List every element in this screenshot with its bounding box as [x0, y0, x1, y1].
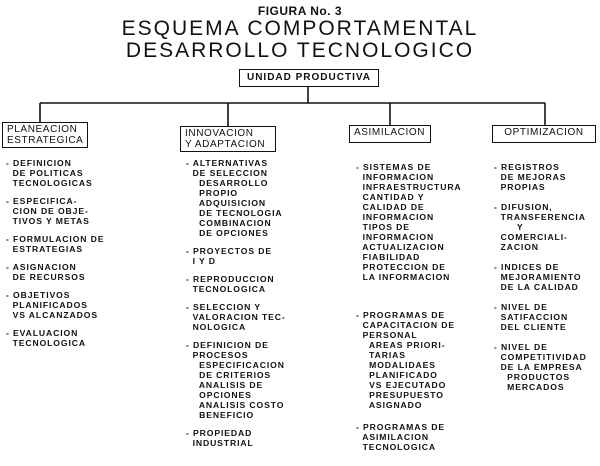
- list-item: - NIVEL DE SATIFACCION DEL CLIENTE: [494, 302, 569, 332]
- list-item: - DEFINICION DE POLITICAS TECNOLOGICAS: [6, 158, 93, 188]
- list-item: - PROPIEDAD INDUSTRIAL: [186, 428, 254, 448]
- list-item: - OBJETIVOS PLANIFICADOS VS ALCANZADOS: [6, 290, 98, 320]
- list-item: - REGISTROS DE MEJORAS PROPIAS: [494, 162, 567, 192]
- branch-box-asimilacion: ASIMILACION: [349, 125, 431, 143]
- diagram-title-line1: ESQUEMA COMPORTAMENTAL: [121, 17, 479, 40]
- figure-label: FIGURA No. 3: [257, 4, 343, 18]
- list-item: - ASIGNACION DE RECURSOS: [6, 262, 86, 282]
- branch-box-innovacion: INNOVACION Y ADAPTACION: [180, 126, 276, 152]
- column-planeacion: [6, 158, 166, 348]
- branch-box-planeacion: PLANEACION ESTRATEGICA: [2, 122, 88, 148]
- list-item: - EVALUACION TECNOLOGICA: [6, 328, 86, 348]
- column-asimilacion: [356, 162, 491, 452]
- list-item: - ESPECIFICA- CION DE OBJE- TIVOS Y METAS: [6, 196, 90, 226]
- branch-box-optimizacion: OPTIMIZACION: [492, 125, 596, 143]
- column-innovacion: [186, 158, 351, 448]
- list-item: - ALTERNATIVAS DE SELECCION DESARROLLO PROPIO ADQUISICION DE TECNOLOGIA COMBINACION DE OPCIONES: [186, 158, 283, 238]
- list-item: - DEFINICION DE PROCESOS ESPECIFICACION DE CRITERIOS ANALISIS DE OPCIONES ANALISIS COSTO BENEFICIO: [186, 340, 285, 420]
- list-item: - SISTEMAS DE INFORMACION INFRAESTRUCTURA CANTIDAD Y CALIDAD DE INFORMACION TIPOS DE INFORMACION ACTUALIZACION FIABILIDAD PROTECCION DE LA INFORMACION: [356, 162, 462, 282]
- root-node-unidad-productiva: UNIDAD PRODUCTIVA: [239, 69, 379, 87]
- list-item: - PROGRAMAS DE CAPACITACION DE PERSONAL AREAS PRIORI- TARIAS MODALIDAES PLANIFICADO VS EJECUTADO PRESUPUESTO ASIGNADO: [356, 310, 456, 410]
- list-item: - PROYECTOS DE I Y D: [186, 246, 272, 266]
- list-item: - FORMULACION DE ESTRATEGIAS: [6, 234, 105, 254]
- list-item: - INDICES DE MEJORAMIENTO DE LA CALIDAD: [494, 262, 582, 292]
- list-item: - DIFUSION, TRANSFERENCIA Y COMERCIALI- ZACION: [494, 202, 586, 252]
- column-optimizacion: [494, 162, 600, 392]
- diagram-title-line2: DESARROLLO TECNOLOGICO: [125, 39, 475, 62]
- list-item: - SELECCION Y VALORACION TEC- NOLOGICA: [186, 302, 286, 332]
- list-item: - NIVEL DE COMPETITIVIDAD DE LA EMPRESA PRODUCTOS MERCADOS: [494, 342, 587, 392]
- list-item: - PROGRAMAS DE ASIMILACION TECNOLOGICA: [356, 422, 445, 452]
- list-item: - REPRODUCCION TECNOLOGICA: [186, 274, 275, 294]
